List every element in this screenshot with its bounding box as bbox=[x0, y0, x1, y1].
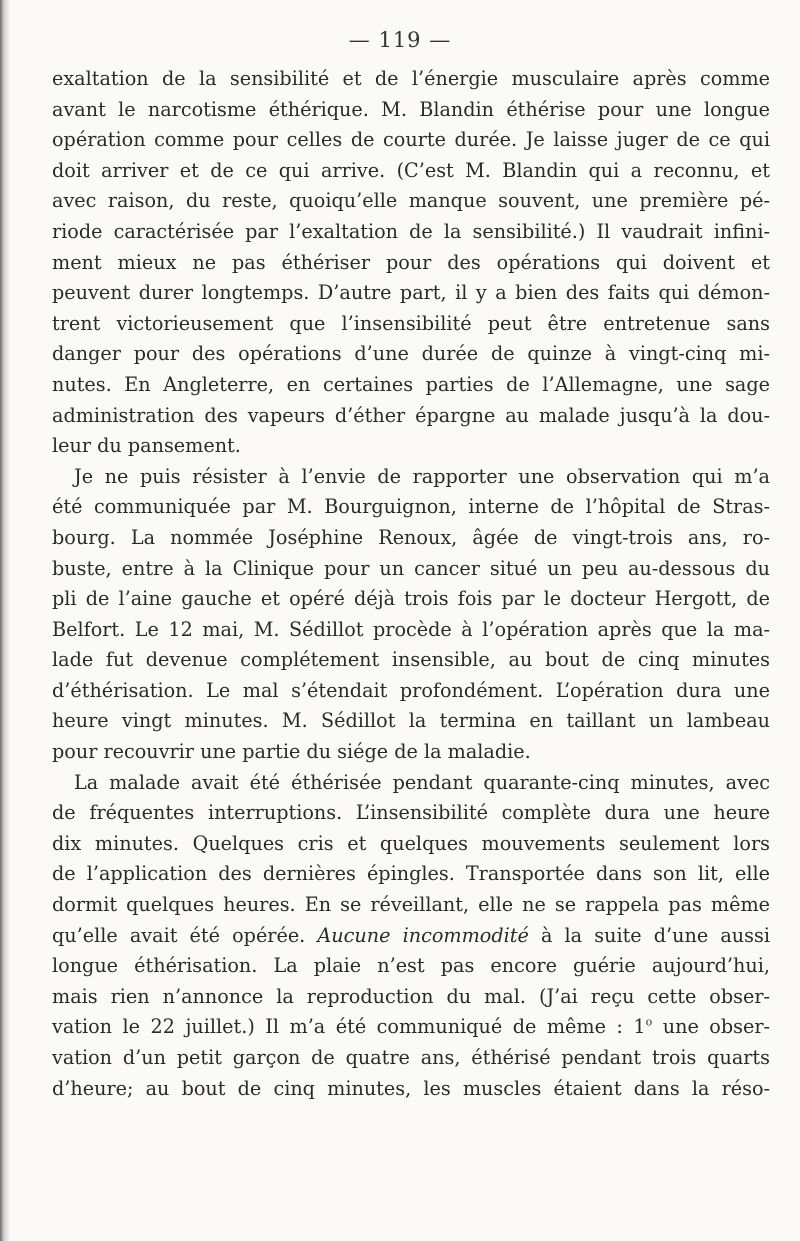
paragraph-2 bbox=[52, 462, 770, 768]
text-line: riode caractérisée par l’exaltation de la sensibilité.) Il vaudrait infini- bbox=[52, 219, 770, 243]
text-line: de fréquentes interruptions. L’insensibilité complète dura une heure bbox=[52, 801, 770, 825]
text-line: opération comme pour celles de courte durée. Je laisse juger de ce qui bbox=[52, 128, 770, 152]
text-line: vation d’un petit garçon de quatre ans, éthérisé pendant trois quarts bbox=[52, 1046, 770, 1069]
text-line: dormit quelques heures. En se réveillant, elle ne se rappela pas même bbox=[52, 893, 770, 917]
paragraph-1 bbox=[52, 64, 770, 462]
text-line: dix minutes. Quelques cris et quelques mouvements seulement lors bbox=[52, 831, 770, 855]
text-line: pour recouvrir une partie du siége de la maladie. bbox=[52, 740, 531, 764]
text-line: longue éthérisation. La plaie n’est pas encore guérie aujourd’hui, bbox=[52, 954, 770, 978]
text-line: avant le narcotisme éthérique. M. Blandin éthérise pour une longue bbox=[52, 97, 770, 121]
text-line: été communiquée par M. Bourguignon, interne de l’hôpital de Stras- bbox=[52, 495, 770, 519]
text-line: lade fut devenue complétement insensible, au bout de cinq minutes bbox=[52, 648, 770, 672]
text-segment: vation le 22 juillet.) Il m’a été communiqué de même : 1 bbox=[52, 1015, 646, 1039]
text-line: doit arriver et de ce qui arrive. (C’est M. Blandin qui a reconnu, et bbox=[52, 158, 770, 182]
text-line: avec raison, du reste, quoiqu’elle manque souvent, une première pé- bbox=[52, 189, 770, 213]
text-line: administration des vapeurs d’éther épargne au malade jusqu’à la dou- bbox=[52, 403, 770, 427]
paragraph-3 bbox=[52, 768, 770, 1105]
text-segment: qu’elle avait été opérée. bbox=[52, 923, 318, 947]
text-line: leur du pansement. bbox=[52, 434, 241, 458]
text-segment: une obser- bbox=[652, 1015, 770, 1039]
text-line: de l’application des dernières épingles. Transportée dans son lit, elle bbox=[52, 862, 770, 886]
text-line: peuvent durer longtemps. D’autre part, il y a bien des faits qui démon- bbox=[52, 281, 770, 305]
body-text bbox=[52, 64, 770, 1104]
binding-shadow bbox=[0, 0, 10, 1241]
italic-emphasis: Aucune incommodité bbox=[317, 923, 529, 947]
page-number: — 119 — bbox=[348, 28, 452, 52]
text-segment: à la suite d’une aussi bbox=[528, 923, 770, 947]
text-line-with-italic bbox=[52, 921, 770, 952]
text-line: La malade avait été éthérisée pendant quarante-cinq minutes, avec bbox=[74, 770, 770, 794]
text-line: mais rien n’annonce la reproduction du mal. (J’ai reçu cette obser- bbox=[52, 984, 770, 1008]
text-line: d’heure; au bout de cinq minutes, les muscles étaient dans la réso- bbox=[52, 1076, 770, 1100]
text-line: danger pour des opérations d’une durée de quinze à vingt-cinq mi- bbox=[52, 342, 770, 366]
text-line: pli de l’aine gauche et opéré déjà trois fois par le docteur Hergott, de bbox=[52, 587, 770, 611]
text-line: heure vingt minutes. M. Sédillot la termina en taillant un lambeau bbox=[52, 709, 770, 733]
text-line: Je ne puis résister à l’envie de rapporter une observation qui m’a bbox=[74, 464, 770, 488]
text-line: d’éthérisation. Le mal s’étendait profondément. L’opération dura une bbox=[52, 678, 770, 702]
text-line: buste, entre à la Clinique pour un cancer situé un peu au-dessous du bbox=[52, 556, 770, 580]
text-line: nutes. En Angleterre, en certaines parties de l’Allemagne, une sage bbox=[52, 372, 770, 396]
ordinal-superscript: o bbox=[645, 1016, 653, 1030]
text-line-with-superscript bbox=[52, 1012, 770, 1043]
text-line: ment mieux ne pas éthériser pour des opérations qui doivent et bbox=[52, 250, 770, 274]
text-line: exaltation de la sensibilité et de l’énergie musculaire après comme bbox=[52, 67, 770, 90]
text-line: bourg. La nommée Joséphine Renoux, âgée de vingt-trois ans, ro- bbox=[52, 525, 770, 549]
text-line: trent victorieusement que l’insensibilité peut être entretenue sans bbox=[52, 311, 770, 335]
text-line: Belfort. Le 12 mai, M. Sédillot procède à l’opération après que la ma- bbox=[52, 617, 770, 641]
